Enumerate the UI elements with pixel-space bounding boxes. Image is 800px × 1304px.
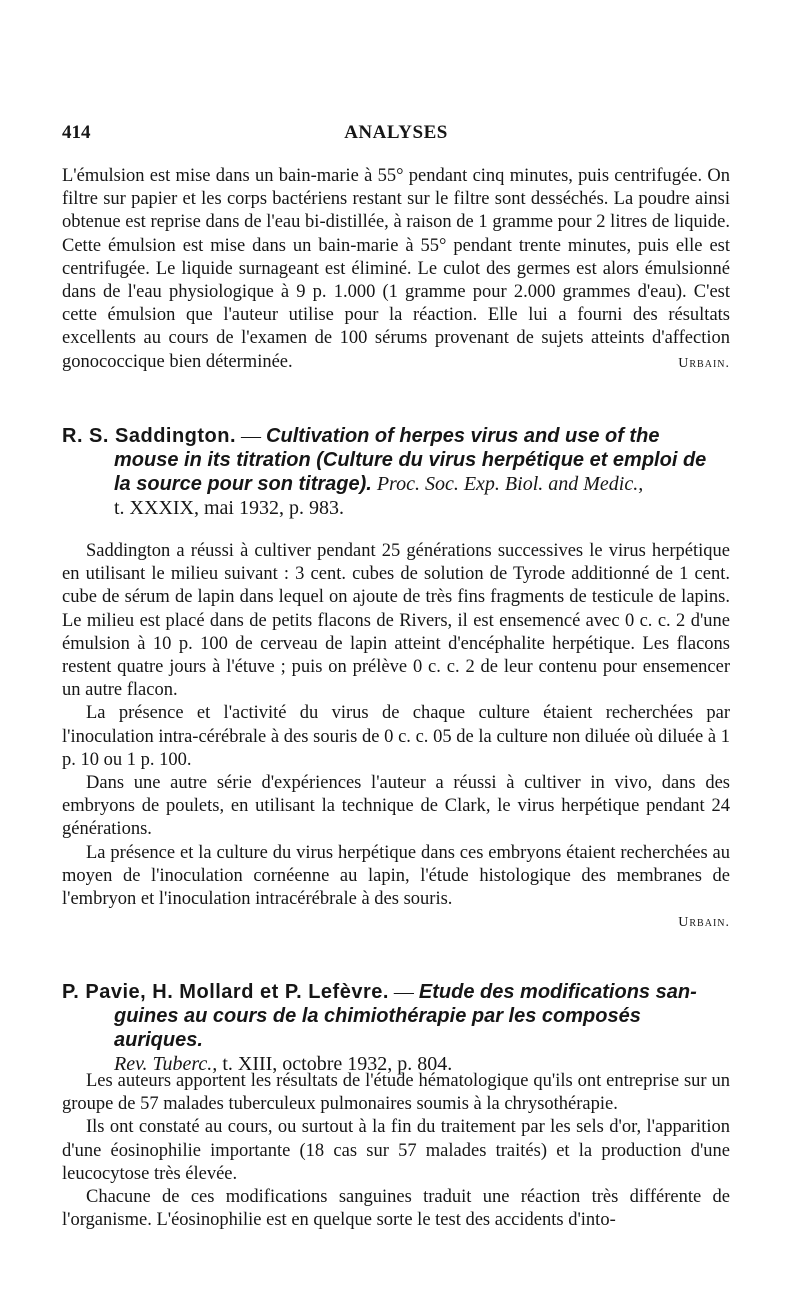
signature-urbain-1: Urbain. — [678, 355, 730, 371]
body1-paragraph-1: Saddington a réussi à cultiver pendant 25 générations successives le virus herpétique en utilisant le milieu suivant : 3 cent. cubes de solution de Tyrode additionné de 1 cent. cube de sérum de lapin dans lequel on ajoute de très fins fragments de testicule de lapins. Le milieu est placé dans de petits flacons de Rivers, il est ensemencé avec 0 c. c. 2 d'une émulsion à 10 p. 100 de cerveau de lapin atteint d'encéphalite herpétique. Les flacons restent quatre jours à l'étuve ; puis on prélève 0 c. c. 2 de leur contenu pour ensemencer un autre flacon. — [62, 541, 730, 701]
body2-paragraph-3: Chacune de ces modifications sanguines traduit une réaction très différente de l'organisme. L'éosinophilie est en quelque sorte le test des accidents d'into- — [62, 1187, 730, 1231]
body2-paragraph-1: Les auteurs apportent les résultats de l'étude hématologique qu'ils ont entreprise sur un groupe de 57 malades tuberculeux pulmonaires soumis à la chrysothérapie. — [62, 1071, 730, 1115]
intro-paragraph: L'émulsion est mise dans un bain-marie à 55° pendant cinq minutes, puis centrifugée. On filtre sur papier et les corps bactériens restant sur le filtre sont desséchés. La poudre ainsi obtenue est reprise dans de l'eau bi-distillée, à raison de 1 gramme pour 2 litres de liquide. Cette émulsion est mise dans un bain-marie à 55° pendant trente minutes, puis elle est centrifugée. Le liquide surnageant est éliminé. Le culot des germes est alors émulsionné dans de l'eau physiologique à 9 p. 1.000 (1 gramme pour 2.000 grammes d'eau). C'est cette émulsion que l'auteur utilise pour la réaction. Elle lui a fourni des résultats excellents au cours de l'examen de 100 sérums provenant de sujets atteints d'affection gonococcique bien déterminée. — [62, 166, 730, 372]
ref2-title-line-2: guines au cours de la chimiothérapie par les composés auriques. — [114, 1005, 641, 1051]
ref1-title-line-1: Cultivation of herpes virus and use of the — [266, 425, 660, 447]
ref2-journal: Rev. Tuberc., — [114, 1053, 218, 1075]
ref1-title-line-2: mouse in its titration (Culture du virus herpétique et emploi de — [114, 449, 707, 471]
ref2-citation: t. XIII, octobre 1932, p. 804. — [222, 1053, 453, 1075]
page-header — [62, 118, 730, 148]
ref1-journal: Proc. Soc. Exp. Biol. and Medic., — [376, 473, 644, 495]
ref2-authors: P. Pavie, H. Mollard et P. Lefèvre. — [62, 981, 389, 1003]
body1-paragraph-3: Dans une autre série d'expériences l'auteur a réussi à cultiver in vivo, dans des embryons de poulets, en utilisant la technique de Clark, le virus herpétique pendant 24 générations. — [62, 773, 730, 840]
reference-pavie — [62, 980, 730, 1076]
ref2-dash: — — [388, 981, 419, 1003]
saddington-body — [62, 540, 730, 934]
ref2-title-line-1: Etude des modifications san- — [418, 981, 697, 1003]
page-number: 414 — [62, 122, 91, 143]
body2-paragraph-2: Ils ont constaté au cours, ou surtout à la fin du traitement par les sels d'or, l'apparition d'une éosinophilie importante (18 cas sur 57 malades traités) et la production d'une leucocytose très élevée. — [62, 1117, 730, 1184]
intro-section — [62, 165, 730, 375]
running-title: ANALYSES — [344, 122, 448, 143]
reference-saddington — [62, 424, 730, 520]
ref1-title-line-3: la source pour son titrage). — [114, 473, 372, 495]
ref1-citation: t. XXXIX, mai 1932, p. 983. — [114, 497, 344, 519]
body1-paragraph-2: La présence et l'activité du virus de chaque culture étaient recherchées par l'inoculation intra-cérébrale à des souris de 0 c. c. 05 de la culture non diluée où diluée à 1 p. 10 ou 1 p. 100. — [62, 703, 730, 770]
ref1-authors: R. S. Saddington. — [62, 425, 237, 447]
body1-paragraph-4: La présence et la culture du virus herpétique dans ces embryons étaient recherchées au moyen de l'inoculation cornéenne au lapin, l'étude histologique des membranes de l'embryon et l'inoculation intracérébrale à des souris. — [62, 842, 730, 910]
pavie-body — [62, 1070, 730, 1232]
signature-urbain-2: Urbain. — [678, 915, 730, 931]
ref1-dash: — — [236, 425, 267, 447]
